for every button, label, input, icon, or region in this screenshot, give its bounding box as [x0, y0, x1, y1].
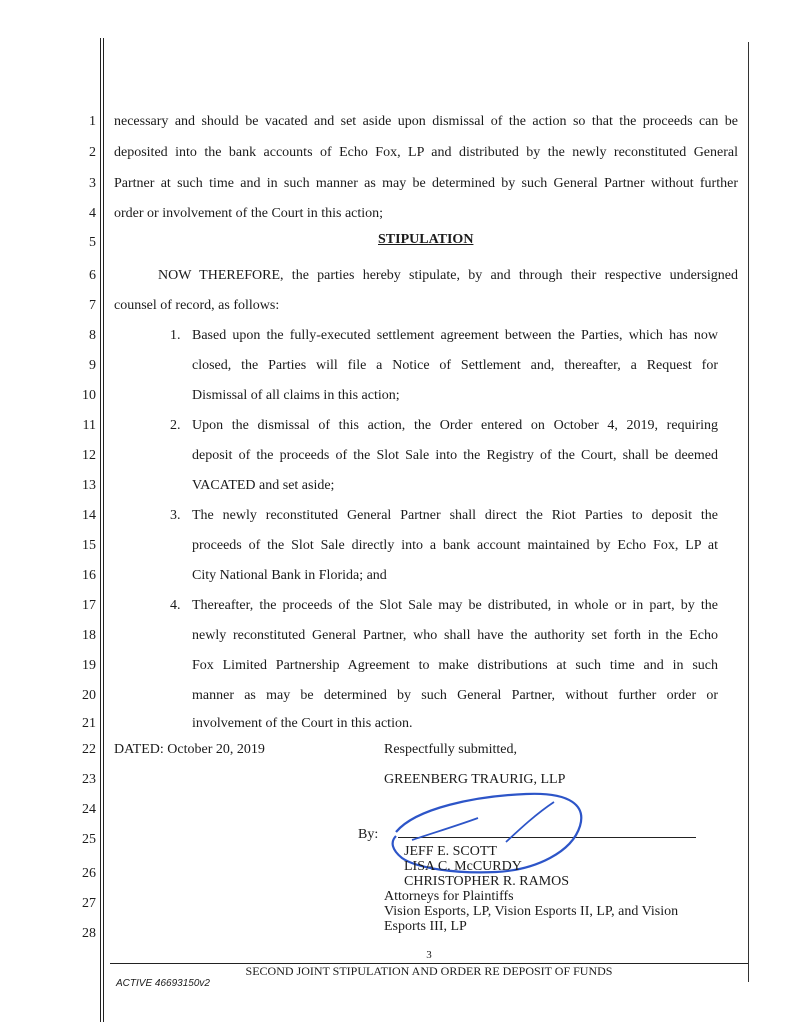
line-number: 5 — [89, 235, 96, 250]
line-number: 26 — [82, 866, 96, 881]
line-number: 22 — [82, 742, 96, 757]
item-number: 3. — [170, 508, 181, 523]
line-number: 15 — [82, 538, 96, 553]
line-number: 23 — [82, 772, 96, 787]
margin-rule-left-outer — [100, 38, 101, 1022]
line-number: 4 — [89, 206, 96, 221]
item-line: Based upon the fully-executed settlement agreement between the Parties, which has now — [192, 328, 718, 343]
line-number: 28 — [82, 926, 96, 941]
line-number: 16 — [82, 568, 96, 583]
line-number: 2 — [89, 145, 96, 160]
line-number: 21 — [82, 716, 96, 731]
client-line: Vision Esports, LP, Vision Esports II, LP, and Vision — [384, 904, 679, 919]
item-line: Thereafter, the proceeds of the Slot Sale may be distributed, in whole or in part, by the — [192, 598, 718, 613]
document-id: ACTIVE 46693150v2 — [116, 978, 210, 989]
item-line: manner as may be determined by such General Partner, without further order or — [192, 688, 718, 703]
line-number: 13 — [82, 478, 96, 493]
body-line: deposited into the bank accounts of Echo Fox, LP and distributed by the newly reconstituted General — [114, 145, 738, 160]
line-number: 9 — [89, 358, 96, 373]
margin-rule-left-inner — [103, 38, 104, 1022]
item-number: 4. — [170, 598, 181, 613]
item-number: 2. — [170, 418, 181, 433]
line-number: 18 — [82, 628, 96, 643]
footer-title: SECOND JOINT STIPULATION AND ORDER RE DEPOSIT OF FUNDS — [245, 964, 613, 978]
attorney-name: LISA C. McCURDY — [404, 859, 522, 874]
line-number: 8 — [89, 328, 96, 343]
item-line: Fox Limited Partnership Agreement to make distributions at such time and in such — [192, 658, 718, 673]
line-number: 27 — [82, 896, 96, 911]
firm-name: GREENBERG TRAURIG, LLP — [384, 772, 566, 787]
item-line: City National Bank in Florida; and — [192, 568, 387, 583]
line-number: 14 — [82, 508, 96, 523]
item-number: 1. — [170, 328, 181, 343]
item-line: Dismissal of all claims in this action; — [192, 388, 400, 403]
attorney-role: Attorneys for Plaintiffs — [384, 889, 514, 904]
body-line: necessary and should be vacated and set aside upon dismissal of the action so that the proceeds can be — [114, 114, 738, 129]
item-line: deposit of the proceeds of the Slot Sale into the Registry of the Court, shall be deemed — [192, 448, 718, 463]
line-number: 3 — [89, 176, 96, 191]
body-line: order or involvement of the Court in this action; — [114, 206, 384, 221]
item-line: VACATED and set aside; — [192, 478, 335, 493]
line-number: 10 — [82, 388, 96, 403]
item-line: closed, the Parties will file a Notice of Settlement and, thereafter, a Request for — [192, 358, 718, 373]
attorney-names — [384, 844, 678, 934]
dated-line: DATED: October 20, 2019 — [114, 742, 265, 757]
attorney-name: CHRISTOPHER R. RAMOS — [404, 874, 570, 889]
attorney-name: JEFF E. SCOTT — [404, 844, 497, 859]
line-number: 11 — [82, 418, 96, 433]
line-number: 25 — [82, 832, 96, 847]
item-line: newly reconstituted General Partner, who shall have the authority set forth in the Echo — [192, 628, 718, 643]
line-number: 7 — [89, 298, 96, 313]
respectfully-submitted: Respectfully submitted, — [384, 742, 517, 757]
body-line: NOW THEREFORE, the parties hereby stipulate, by and through their respective undersigned — [158, 268, 738, 283]
line-number: 24 — [82, 802, 96, 817]
client-line: Esports III, LP — [384, 919, 467, 934]
line-number: 6 — [89, 268, 96, 283]
section-heading: STIPULATION — [378, 232, 474, 247]
item-line: proceeds of the Slot Sale directly into a bank account maintained by Echo Fox, LP at — [192, 538, 718, 553]
line-number: 17 — [82, 598, 96, 613]
item-line: The newly reconstituted General Partner shall direct the Riot Parties to deposit the — [192, 508, 718, 523]
margin-rule-right — [748, 42, 749, 982]
item-line: involvement of the Court in this action. — [192, 716, 413, 731]
line-number: 19 — [82, 658, 96, 673]
body-line: Partner at such time and in such manner as may be determined by such General Partner without further — [114, 176, 738, 191]
body-line: counsel of record, as follows: — [114, 298, 280, 313]
by-label: By: — [358, 827, 379, 842]
line-number: 1 — [89, 114, 96, 129]
page-number: 3 — [426, 949, 432, 961]
line-number: 12 — [82, 448, 96, 463]
line-number: 20 — [82, 688, 96, 703]
item-line: Upon the dismissal of this action, the Order entered on October 4, 2019, requiring — [192, 418, 718, 433]
